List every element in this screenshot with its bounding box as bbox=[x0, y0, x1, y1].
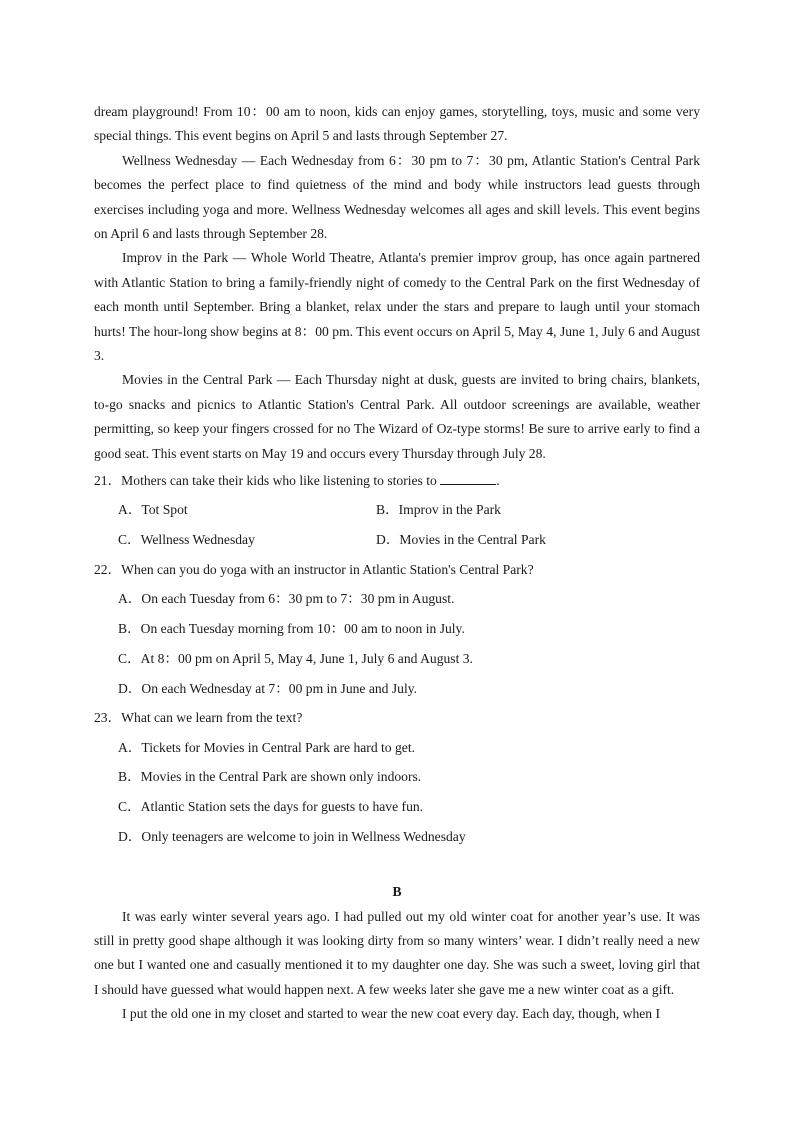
section-heading-b: B bbox=[392, 884, 402, 900]
passage-a-paragraph-1: dream playground! From 10：00 am to noon, kids can enjoy games, storytelling, toys, music and some very special things. This event begins on April 5 and lasts through September 27. bbox=[94, 104, 700, 144]
question-22-option-b: B．On each Tuesday morning from 10：00 am to noon in July. bbox=[118, 620, 465, 636]
question-22-option-a: A．On each Tuesday from 6：30 pm to 7：30 pm in August. bbox=[118, 591, 455, 607]
question-23-option-c: C．Atlantic Station sets the days for guests to have fun. bbox=[118, 799, 424, 815]
passage-a-paragraph-2: Wellness Wednesday — Each Wednesday from 6：30 pm to 7：30 pm, Atlantic Station's Central Park becomes the perfect place to find quietness of the mind and body while instructors lead guests through exercises including yoga and more. Wellness Wednesday welcomes all ages and skill levels. This event begins on April 6 and lasts through September 28. bbox=[94, 152, 700, 242]
passage-a-paragraph-3: Improv in the Park — Whole World Theatre, Atlanta's premier improv group, has once again partnered with Atlantic Station to bring a family-friendly night of comedy to the Central Park on the first Wednesday of each month until September. Bring a blanket, relax under the stars and prepare to laugh until your stomach hurts! The hour-long show begins at 8：00 pm. This event occurs on April 5, May 4, June 1, July 6 and August 3. bbox=[94, 250, 700, 364]
question-21-option-b: B．Improv in the Park bbox=[376, 502, 501, 518]
question-21-option-d: D．Movies in the Central Park bbox=[376, 531, 546, 547]
question-23-stem: 23．What can we learn from the text? bbox=[94, 710, 303, 726]
passage-b-paragraph-2: I put the old one in my closet and started to wear the new coat every day. Each day, though, when I bbox=[122, 1006, 661, 1022]
question-23-option-d: D．Only teenagers are welcome to join in Wellness Wednesday bbox=[118, 829, 466, 845]
question-21-stem: 21．Mothers can take their kids who like listening to stories to . bbox=[94, 472, 500, 488]
passage-b-paragraph-1: It was early winter several years ago. I had pulled out my old winter coat for another year’s use. It was still in pretty good shape although it was looking dirty from so many winters’ wear. I didn’t really need a new one but I wanted one and casually mentioned it to my daughter one day. She was such a sweet, loving girl that I should have guessed what would happen next. A few weeks later she gave me a new winter coat as a gift. bbox=[94, 908, 700, 997]
passage-a-paragraph-4: Movies in the Central Park — Each Thursday night at dusk, guests are invited to bring chairs, blankets, to-go snacks and picnics to Atlantic Station's Central Park. All outdoor screenings are available, weather permitting, so keep your fingers crossed for no The Wizard of Oz-type storms! Be sure to arrive early to find a good seat. This event starts on May 19 and occurs every Thursday through July 28. bbox=[94, 372, 700, 461]
question-22-stem: 22．When can you do yoga with an instructor in Atlantic Station's Central Park? bbox=[94, 561, 534, 577]
answer-blank bbox=[440, 472, 496, 485]
question-23-option-b: B．Movies in the Central Park are shown only indoors. bbox=[118, 769, 422, 785]
question-21-option-c: C．Wellness Wednesday bbox=[118, 531, 255, 547]
question-22-option-d: D．On each Wednesday at 7：00 pm in June and July. bbox=[118, 680, 418, 696]
question-23-option-a: A．Tickets for Movies in Central Park are hard to get. bbox=[118, 739, 415, 755]
question-21-option-a: A．Tot Spot bbox=[118, 502, 188, 518]
question-21-options bbox=[94, 496, 700, 556]
question-23-options bbox=[94, 733, 700, 852]
question-22-options bbox=[94, 584, 700, 703]
question-22-option-c: C．At 8：00 pm on April 5, May 4, June 1, July 6 and August 3. bbox=[118, 650, 473, 666]
document-page bbox=[94, 100, 700, 1027]
